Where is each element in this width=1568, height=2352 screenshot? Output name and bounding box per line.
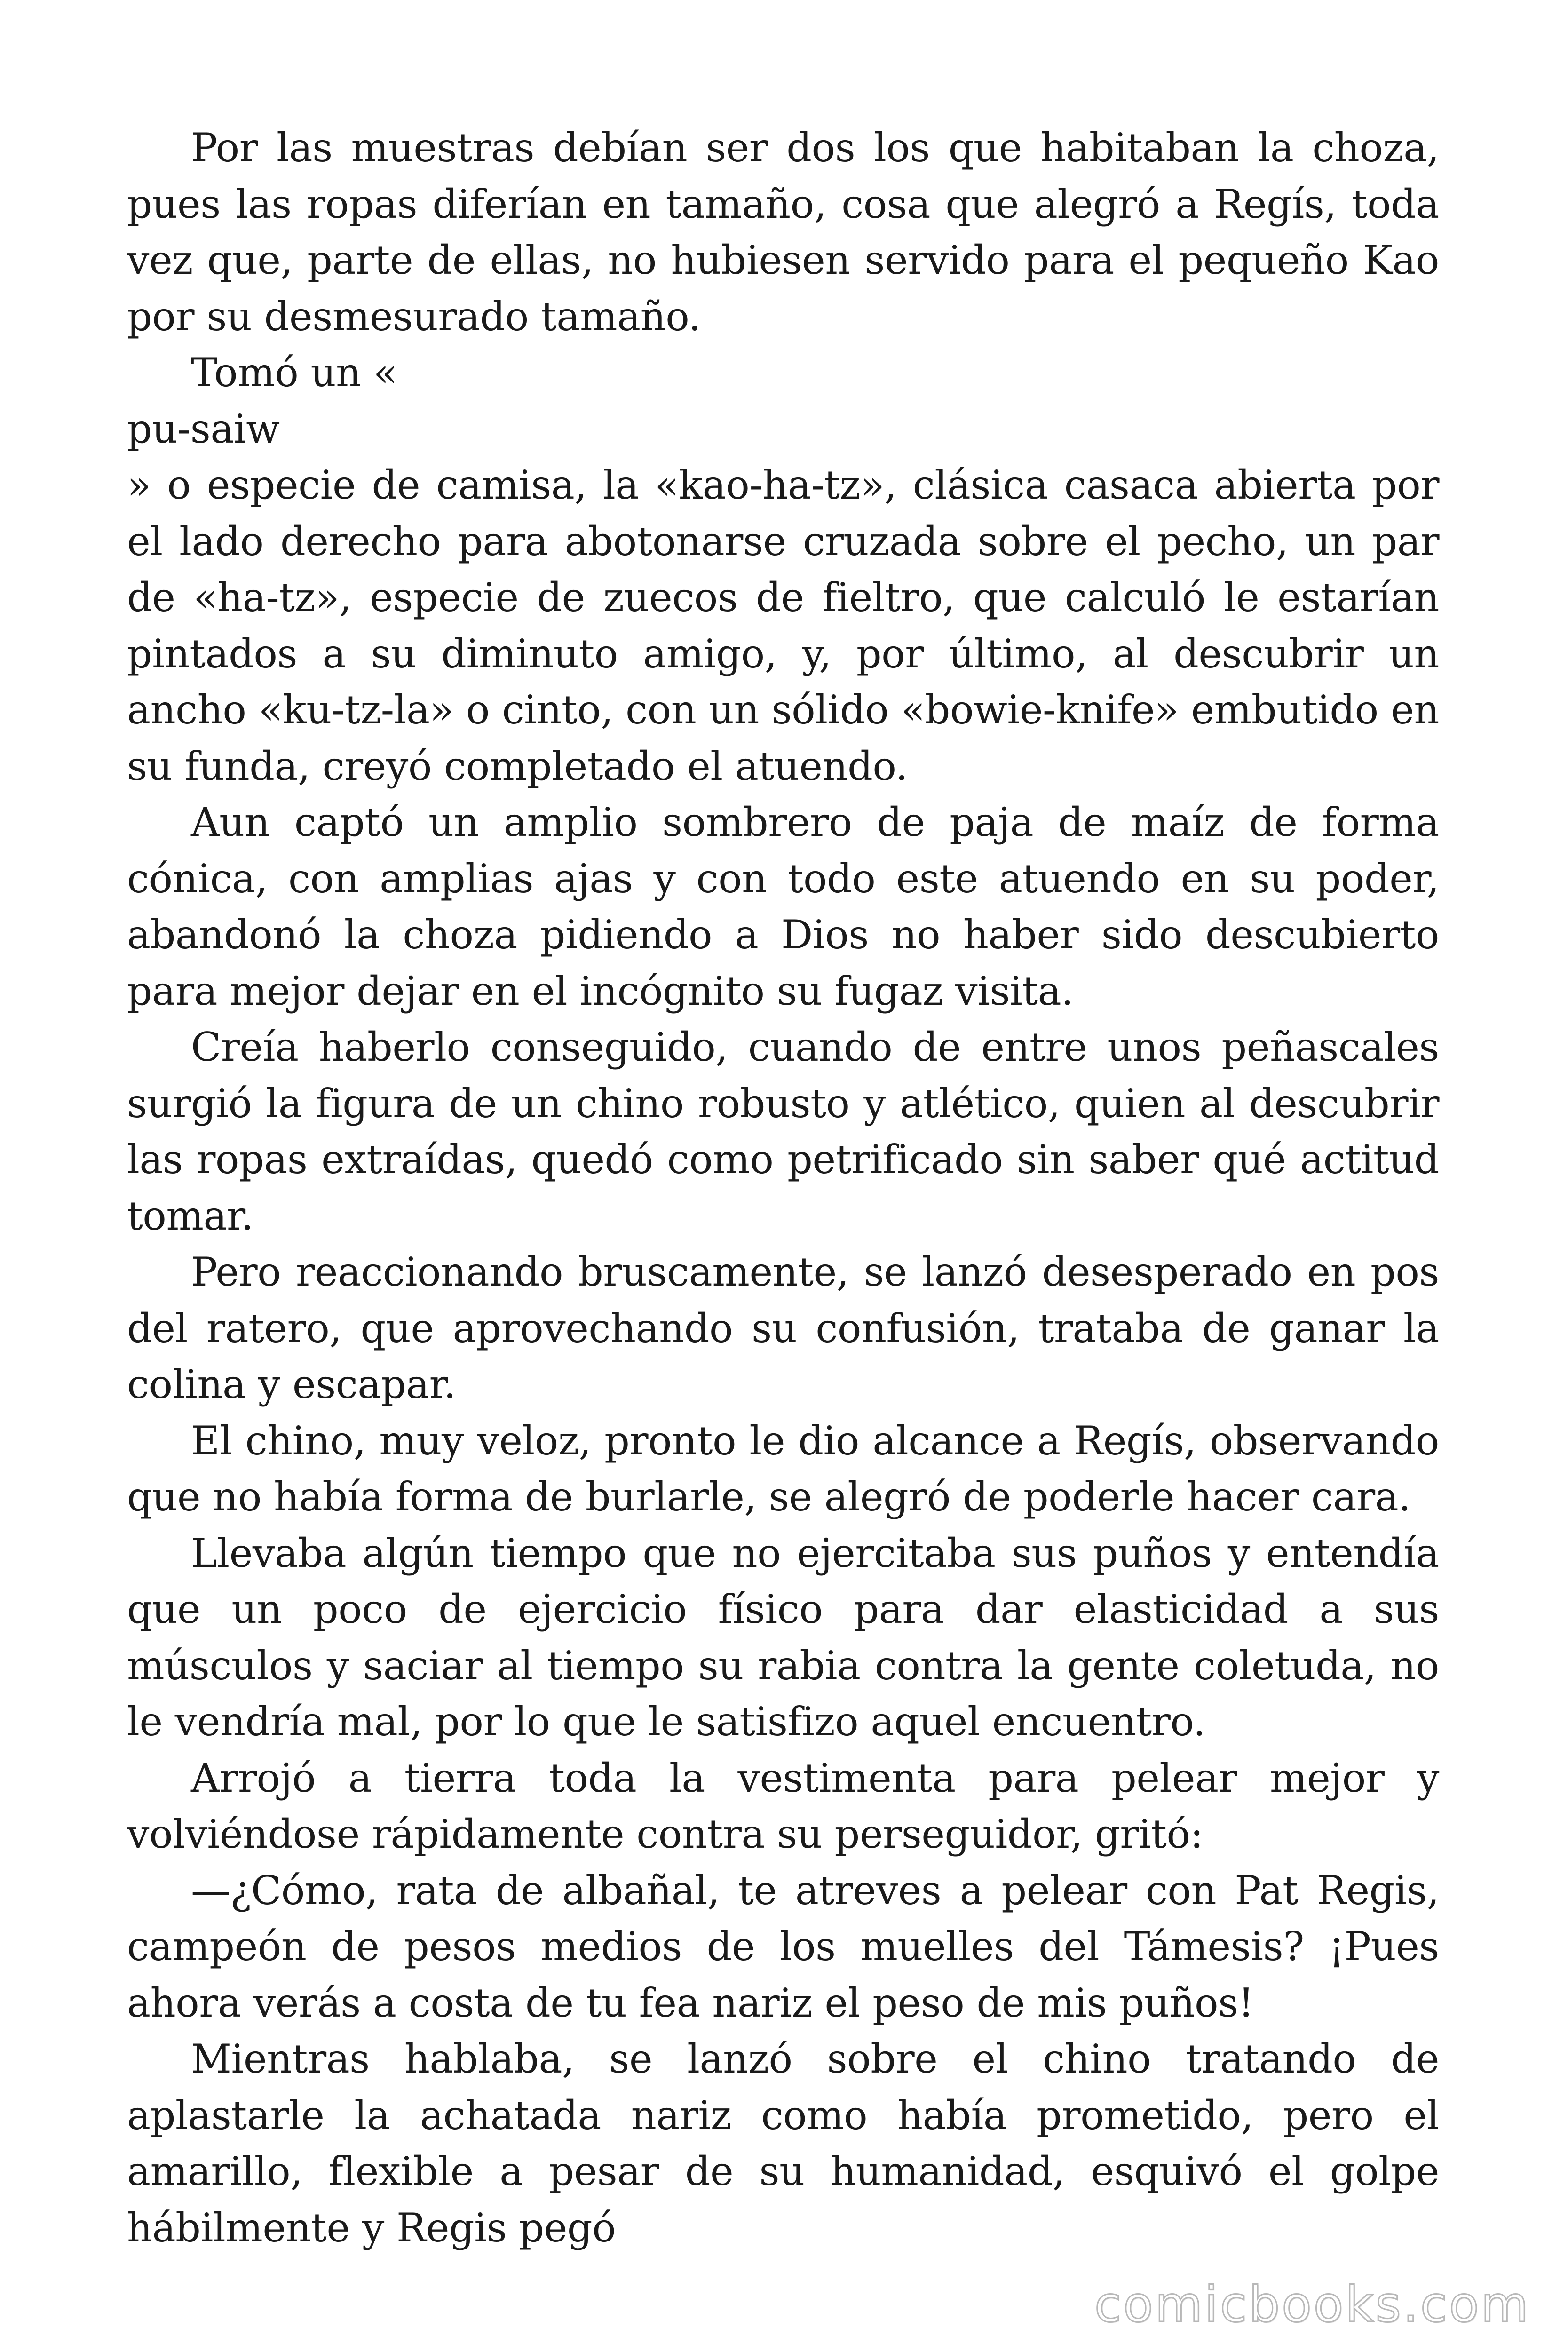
- paragraph: Creía haberlo conseguido, cuando de entre unos peñascales surgió la figura de un chino robusto y atlético, quien al descubrir las ropas extraídas, quedó como petrificado sin saber qué actitud tomar.: [127, 1024, 1439, 1239]
- paragraph: Mientras hablaba, se lanzó sobre el chino tratando de aplastarle la achatada nariz como había prometido, pero el amarillo, flexible a pesar de su humanidad, esquivó el golpe hábilmente y Regis pegó: [127, 2036, 1439, 2251]
- paragraph: Por las muestras debían ser dos los que habitaban la choza, pues las ropas diferían en tamaño, cosa que alegró a Regís, toda vez que, parte de ellas, no hubiesen servido para el pequeño Kao por su desmesurado tamaño.: [127, 125, 1439, 340]
- paragraph: Aun captó un amplio sombrero de paja de maíz de forma cónica, con amplias ajas y con todo este atuendo en su poder, abandonó la choza pidiendo a Dios no haber sido descubierto para mejor dejar en el incógnito su fugaz visita.: [127, 799, 1439, 1014]
- watermark: comicbooks.com: [1094, 2276, 1530, 2333]
- paragraph: Pero reaccionando bruscamente, se lanzó desesperado en pos del ratero, que aprovechando su confusión, trataba de ganar la colina y escapar.: [127, 1249, 1439, 1407]
- paragraph: Llevaba algún tiempo que no ejercitaba sus puños y entendía que un poco de ejercicio físico para dar elasticidad a sus músculos y saciar al tiempo su rabia contra la gente coletuda, no le vendría mal, por lo que le satisfizo aquel encuentro.: [127, 1530, 1439, 1745]
- paragraph: El chino, muy veloz, pronto le dio alcance a Regís, observando que no había forma de burlarle, se alegró de poderle hacer cara.: [127, 1417, 1439, 1520]
- paragraph-fragment: pu-saiw: [127, 405, 280, 452]
- paragraph: Tomó un «: [191, 350, 397, 396]
- dialogue-paragraph: —¿Cómo, rata de albañal, te atreves a pelear con Pat Regis, campeón de pesos medios de los muelles del Támesis? ¡Pues ahora verás a costa de tu fea nariz el peso de mis puños!: [127, 1867, 1439, 2026]
- paragraph: Arrojó a tierra toda la vestimenta para pelear mejor y volviéndose rápidamente contra su perseguidor, gritó:: [127, 1755, 1439, 1857]
- paragraph-continuation: » o especie de camisa, la «kao-ha-tz», clásica casaca abierta por el lado derecho para abotonarse cruzada sobre el pecho, un par de «ha-tz», especie de zuecos de fieltro, que calculó le estarían pintados a su diminuto amigo, y, por último, al descubrir un ancho «ku-tz-la» o cinto, con un sólido «bowie-knife» embutido en su funda, creyó completado el atuendo.: [127, 462, 1439, 789]
- body-text: [127, 120, 1439, 2256]
